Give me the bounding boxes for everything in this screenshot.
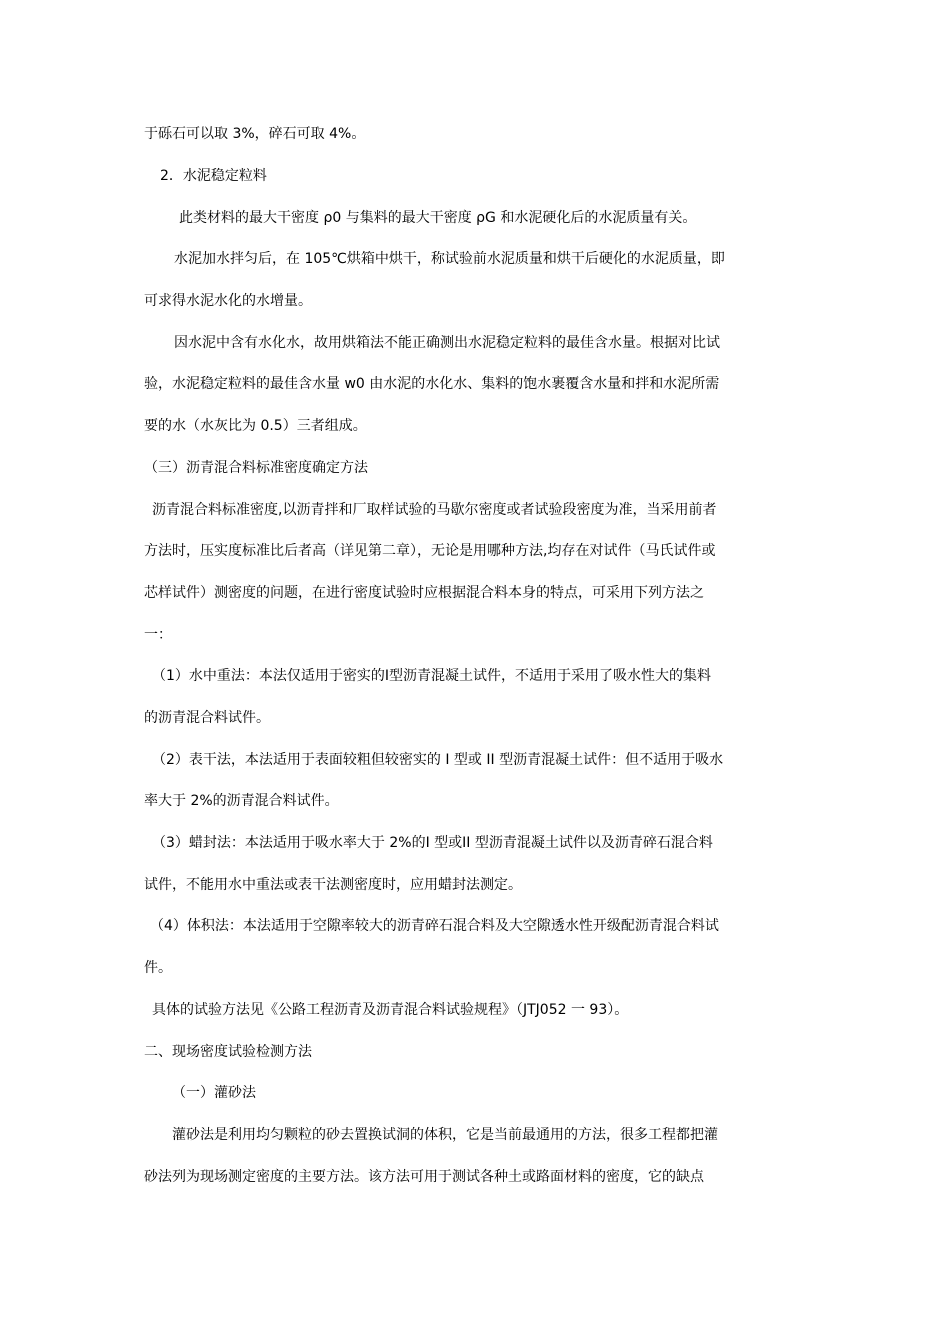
text-line: 的沥青混合料试件。 — [144, 710, 270, 726]
text-line: 水泥加水拌匀后，在 105℃烘箱中烘干，称试验前水泥质量和烘干后硬化的水泥质量，即 — [174, 251, 725, 267]
text-line: 方法时，压实度标准比后者高（详见第二章），无论是用哪种方法,均存在对试件（马氏试件或 — [144, 543, 716, 559]
text-line: 一： — [144, 627, 172, 643]
text-line: 芯样试件）测密度的问题，在进行密度试验时应根据混合料本身的特点，可采用下列方法之 — [144, 585, 704, 601]
list-item: （4）体积法：本法适用于空隙率较大的沥青碎石混合料及大空隙透水性开级配沥青混合料试 — [150, 918, 719, 934]
text-line: 灌砂法是利用均匀颗粒的砂去置换试洞的体积，它是当前最通用的方法，很多工程都把灌 — [172, 1127, 718, 1143]
list-item: （3）蜡封法：本法适用于吸水率大于 2%的I 型或II 型沥青混凝土试件以及沥青碎石混合料 — [152, 835, 713, 851]
text-line: 可求得水泥水化的水增量。 — [144, 293, 312, 309]
text-line: 率大于 2%的沥青混合料试件。 — [144, 793, 339, 809]
section-heading: （三）沥青混合料标准密度确定方法 — [144, 460, 368, 476]
text-line: 砂法列为现场测定密度的主要方法。该方法可用于测试各种土或路面材料的密度，它的缺点 — [144, 1169, 704, 1185]
text-line: 因水泥中含有水化水，故用烘箱法不能正确测出水泥稳定粒料的最佳含水量。根据对比试 — [174, 335, 720, 351]
section-heading: 2．水泥稳定粒料 — [160, 168, 267, 184]
text-line: 此类材料的最大干密度 ρ0 与集料的最大干密度 ρG 和水泥硬化后的水泥质量有关。 — [179, 210, 697, 226]
text-line: 要的水（水灰比为 0.5）三者组成。 — [144, 418, 367, 434]
text-line: 沥青混合料标准密度,以沥青拌和厂取样试验的马歇尔密度或者试验段密度为准，当采用前者 — [152, 502, 717, 518]
text-line: 验，水泥稳定粒料的最佳含水量 w0 由水泥的水化水、集料的饱水裹覆含水量和拌和水泥所需 — [144, 376, 720, 392]
section-heading: 二、现场密度试验检测方法 — [144, 1044, 312, 1060]
text-line: 试件，不能用水中重法或表干法测密度时，应用蜡封法测定。 — [144, 877, 522, 893]
text-line: 件。 — [144, 960, 172, 976]
text-line: 于砾石可以取 3%，碎石可取 4%。 — [144, 126, 366, 142]
list-item: （1）水中重法：本法仅适用于密实的I型沥青混凝土试件，不适用于采用了吸水性大的集料 — [152, 668, 712, 684]
text-line: 具体的试验方法见《公路工程沥青及沥青混合料试验规程》（JTJ052 一 93）。 — [152, 1002, 629, 1018]
section-heading: （一）灌砂法 — [172, 1085, 256, 1101]
list-item: （2）表干法，本法适用于表面较粗但较密实的 I 型或 II 型沥青混凝土试件：但不适用于吸水 — [152, 752, 724, 768]
